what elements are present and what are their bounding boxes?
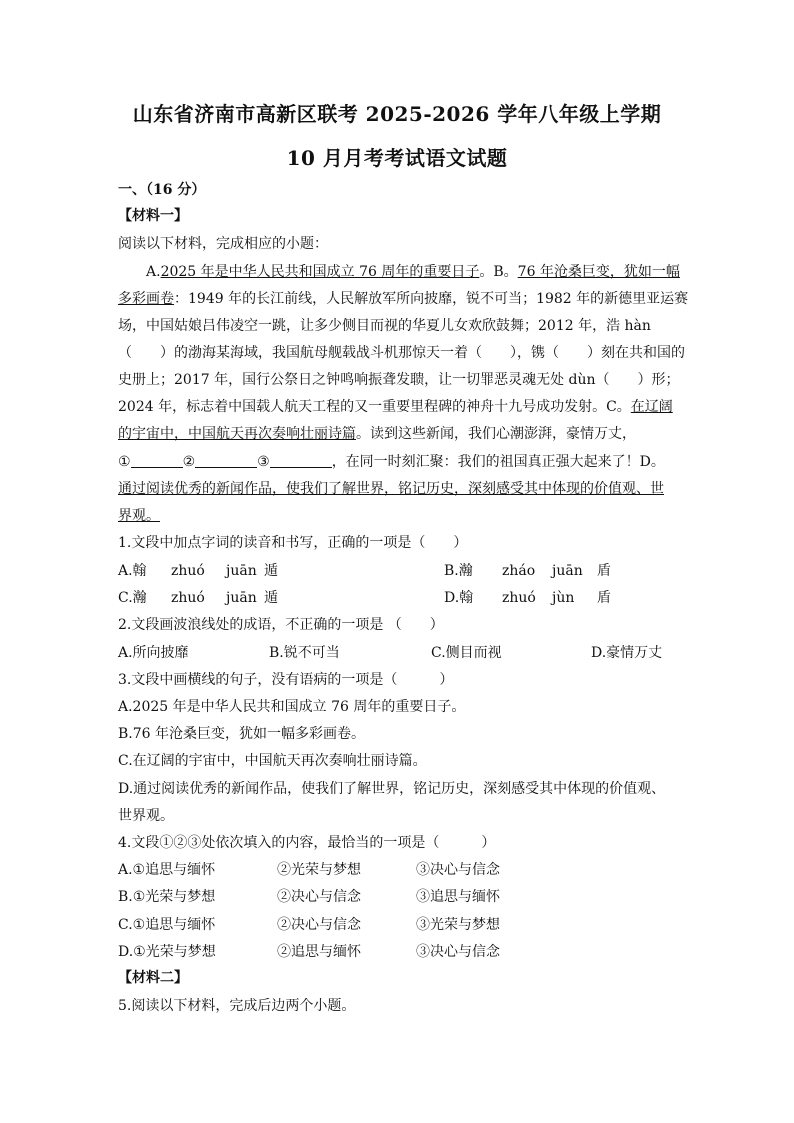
q1-option-d-pinyin2: jùn [552,590,575,606]
q4-option-c-3: ③光荣与梦想 [416,917,500,933]
q1-option-d-pinyin1: zhuó [502,590,536,606]
q4-option-c-2: ②决心与信念 [277,917,361,933]
sentence-b-marker: 。B。 [479,264,518,280]
q1-option-d-word: 盾 [597,590,611,606]
page-title-line2: 10 月月考考试语文试题 [286,146,508,170]
q3-option-d-line2: 世界观。 [118,808,174,824]
passage-line-2 [118,289,688,309]
fill-blank-3 [270,453,332,468]
material2-label: 【材料二】 [118,970,188,986]
fill-blank-2 [195,453,257,468]
q4-option-c-1: C.①追思与缅怀 [118,917,216,933]
q1-option-c-pinyin2: juān [226,590,257,606]
sentence-d-underlined-1: 通过阅读优秀的新闻作品，使我们了解世界，铭记历史，深刻感受其中体现的价值观、世 [118,481,664,497]
passage-text: 。读到这些新闻，我们心潮澎湃，豪情万丈， [356,426,636,442]
material1-label: 【材料一】 [118,208,188,224]
passage-line-4: （ ）的渤海某海域，我国航母舰载战斗机那惊天一着（ ），镌（ ）刻在共和国的 [118,345,685,361]
q2-option-b: B.锐不可当 [269,645,340,661]
q4-option-a-1: A.①追思与缅怀 [118,862,216,878]
q1-option-a-word: 遁 [264,563,278,579]
q1-option-a-char: A.翰 [118,563,147,579]
q4-option-d-1: D.①光荣与梦想 [118,944,216,960]
q4-option-d-2: ②追思与缅怀 [277,944,361,960]
sentence-a-underlined: 2025 年是中华人民共和国成立 76 周年的重要日子 [160,264,480,280]
q1-option-b-pinyin2: juān [552,563,583,579]
passage-line-7 [118,424,636,444]
question-1-stem: 1.文段中加点字词的读音和书写，正确的一项是（ ） [118,535,468,551]
blank-marker-1: ① [118,454,131,470]
passage-text: ，在同一时刻汇聚：我们的祖国真正强大起来了！D。 [331,454,665,470]
sentence-c-underlined-end: 的宇宙中，中国航天再次奏响壮丽诗篇 [118,426,356,442]
q1-option-b-word: 盾 [597,563,611,579]
q4-option-b-3: ③追思与缅怀 [416,889,500,905]
question-3-stem: 3.文段中画横线的句子，没有语病的一项是（ ） [118,672,454,688]
sentence-b-underlined: 76 年沧桑巨变，犹如一幅 [517,264,680,280]
q4-option-d-3: ③决心与信念 [416,944,500,960]
sentence-a-marker: A. [146,264,161,280]
section-heading: 一、（16 分） [118,182,206,198]
q3-option-d-line1: D.通过阅读优秀的新闻作品，使我们了解世界，铭记历史，深刻感受其中体现的价值观、 [118,781,666,797]
blank-marker-3: ③ [257,454,270,470]
sentence-b-underlined-end: 多彩画卷 [118,291,174,307]
q1-option-a-pinyin1: zhuó [171,563,205,579]
q1-option-c-char: C.瀚 [118,590,147,606]
q4-option-b-1: B.①光荣与梦想 [118,889,216,905]
q1-option-c-pinyin1: zhuó [171,590,205,606]
q2-option-d: D.豪情万丈 [591,645,663,661]
q4-option-a-3: ③决心与信念 [416,862,500,878]
passage-text: 2024 年，标志着中国载人航天工程的又一重要里程碑的神舟十九号成功发射。C。 [118,399,631,415]
q3-option-b: B.76 年沧桑巨变，犹如一幅多彩画卷。 [118,726,366,742]
question-4-stem: 4.文段①②③处依次填入的内容，最恰当的一项是（ ） [118,835,496,851]
question-5-stem: 5.阅读以下材料，完成后边两个小题。 [118,998,356,1014]
question-2-stem: 2.文段画波浪线处的成语，不正确的一项是 （ ） [118,617,444,633]
q1-option-d-char: D.翰 [444,590,474,606]
q1-option-b-char: B.瀚 [444,563,473,579]
q2-option-c: C.侧目而视 [431,645,502,661]
q2-option-a: A.所向披靡 [118,645,189,661]
q3-option-a: A.2025 年是中华人民共和国成立 76 周年的重要日子。 [118,699,466,715]
page-title-line1: 山东省济南市高新区联考 2025-2026 学年八年级上学期 [132,102,662,126]
blank-marker-2: ② [182,454,196,470]
passage-line-6 [118,397,673,417]
passage-text: ：1949 年的长江前线，人民解放军所向披靡，锐不可当；1982 年的新德里亚运赛 [174,291,689,307]
passage-line-5: 史册上；2017 年，国行公祭日之钟鸣响振聋发聩，让一切罪恶灵魂无处 dùn（ ）形； [118,372,680,388]
fill-blank-1 [131,453,183,468]
q4-option-a-2: ②光荣与梦想 [277,862,361,878]
q3-option-c: C.在辽阔的宇宙中，中国航天再次奏响壮丽诗篇。 [118,753,427,769]
q1-option-a-pinyin2: juān [226,563,257,579]
instruction: 阅读以下材料，完成相应的小题： [118,236,328,252]
passage-line-3: 场，中国姑娘吕伟凌空一跳，让多少侧目而视的华夏儿女欢欣鼓舞；2012 年，浩 hàn [118,318,651,334]
q4-option-b-2: ②决心与信念 [277,889,361,905]
passage-line-1 [146,262,680,282]
passage-line-8 [118,452,665,472]
q1-option-b-pinyin1: zháo [502,563,536,579]
sentence-c-underlined: 在辽阔 [630,399,673,415]
q1-option-c-word: 遁 [264,590,278,606]
sentence-d-underlined-2: 界观。 [118,508,160,524]
